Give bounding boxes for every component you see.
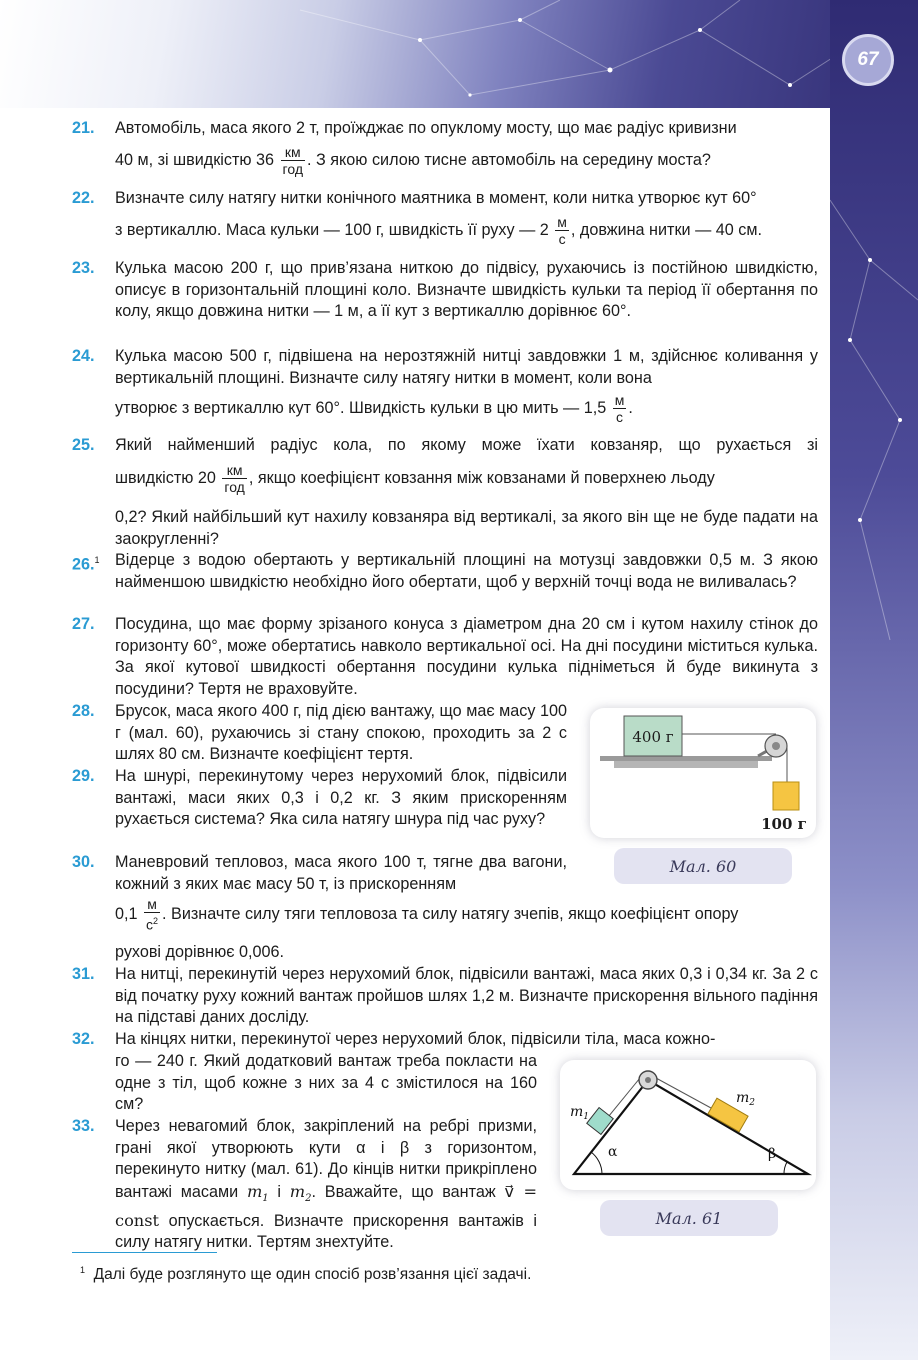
problem-text (115, 458, 818, 498)
block-label: 400 г (632, 728, 674, 746)
fraction-denominator: с (558, 231, 566, 248)
problem-number: 30. (72, 853, 95, 871)
problem-number (72, 550, 100, 576)
problem-number: 25. (72, 436, 95, 454)
problem-text (115, 388, 818, 428)
problem-number: 24. (72, 347, 95, 365)
header-banner (0, 0, 918, 108)
table-base (614, 761, 758, 768)
beta-label: β (768, 1146, 777, 1162)
m2-label (736, 1090, 755, 1108)
constellation-decoration (830, 0, 918, 1360)
velocity-formula: v⃗ = const (115, 1181, 538, 1230)
problem-text: На нитці, перекинутій через нерухомий блок, підвісили вантажі, маса яких 0,3 і 0,34 кг. За 2 с від початку руху кожний вантаж пройшов шлях 1,2 м. Визначте прискорення вільного падіння на підставі даних досліду. (115, 965, 818, 1027)
symbol: m (736, 1090, 750, 1106)
problem-number: 22. (72, 189, 95, 207)
problem-text: го — 240 г. Який додатковий вантаж треба покласти на одне з тіл, щоб кожне з них за 4 с змістилося на 160 см? (115, 1052, 537, 1114)
problem-text: рухові дорівнює 0,006. (115, 943, 285, 961)
fraction (144, 896, 160, 933)
fraction-numerator: км (222, 462, 246, 479)
problem-number: 33. (72, 1117, 95, 1135)
text-part: з вертикаллю. Маса кульки — 100 г, швидкість її руху — 2 (115, 221, 554, 239)
unit-text: с (146, 917, 154, 934)
problem-text: На шнурі, перекинутому через нерухомий блок, підвісили вантажі, маси яких 0,3 і 0,2 кг. З яким прискоренням рухається система? Яка сила натягу шнура під час руху? (115, 767, 567, 829)
text-part: і (268, 1182, 290, 1201)
prism-diagram (560, 1060, 816, 1190)
text-part: швидкістю 20 (115, 469, 221, 487)
footnote-mark: 1 (80, 1265, 86, 1275)
pulley-axle (772, 742, 780, 750)
pulley-axle (645, 1077, 651, 1083)
figure-61 (560, 1060, 816, 1190)
problem-text: Визначте силу натягу нитки конічного маятника в момент, коли нитка утворює кут 60° (115, 189, 757, 207)
subscript: 2 (305, 1193, 312, 1205)
problem-text: Брусок, маса якого 400 г, під дією вантажу, що має масу 100 г (мал. 60), рухаючись зі стану спокою, проходить за 2 с шлях 80 см. Визначте коефіцієнт тертя. (115, 702, 567, 764)
fraction-numerator: м (614, 392, 625, 409)
fraction-numerator: м (557, 214, 567, 231)
fraction (613, 392, 627, 425)
problem-number: 29. (72, 767, 95, 785)
problem-text: На кінцях нитки, перекинутої через нерухомий блок, підвісили тіла, маса кожно- (115, 1030, 716, 1048)
problem-number: 21. (72, 119, 95, 137)
problem-text: Кулька масою 200 г, що прив’язана ниткою до підвісу, рухаючись із постійною швидкістю, описує в горизонтальній площині коло. Визначте швидкість кульки та період її обертання по колу, якщо довжина нитки — 1 м, а її кут з вертикаллю дорівнює 60°. (115, 259, 818, 321)
fraction (555, 214, 569, 247)
alpha-label: α (608, 1144, 618, 1160)
problem-text (115, 1116, 537, 1254)
footnote-text: Далі буде розглянуто ще один спосіб розв’язання цієї задачі. (93, 1266, 532, 1284)
right-decorative-band (830, 0, 918, 1360)
text-part: опускається. Визначте прискорення вантажів і силу натягу нитки. Тертям знехтуйте. (115, 1211, 537, 1252)
fraction-denominator: год (282, 161, 303, 178)
problem-text: Посудина, що має форму зрізаного конуса з діаметром дна 20 см і кутом нахилу стінок до горизонту 60°, може обертатись навколо вертикальної осі. На дні посудини міститься кулька. За якої кутової швидкості обертання посудини кулька підніметься й буде викинута з посудини? Тертя не враховуйте. (115, 615, 818, 698)
number-text: 26. (72, 555, 95, 574)
problem-text: Автомобіль, маса якого 2 т, проїжджає по опуклому мосту, що має радіус кривизни (115, 119, 737, 137)
problem-text: Кулька масою 500 г, підвішена на нерозтяжній нитці завдовжки 1 м, здійснює коливання у вертикальній площині. Визначте силу натягу нитки в момент, коли вона (115, 347, 818, 387)
problem-number: 32. (72, 1030, 95, 1048)
mass-symbol (246, 1181, 269, 1205)
figure-60-caption: Мал. 60 (614, 848, 792, 884)
text-part: , якщо коефіцієнт ковзання між ковзанами й поверхнею льоду (248, 469, 715, 487)
weight-label: 100 г (761, 815, 807, 833)
symbol: m (570, 1104, 584, 1120)
figure-60 (590, 708, 816, 838)
symbol: m (289, 1181, 306, 1201)
fraction (281, 144, 305, 177)
text-part: , довжина нитки — 40 см. (570, 221, 762, 239)
footnote-divider (72, 1252, 217, 1253)
problem-text (115, 210, 818, 250)
symbol: m (246, 1181, 263, 1201)
constellation-decoration (0, 0, 918, 108)
page-number: 67 (842, 34, 894, 86)
footnote (80, 1260, 780, 1286)
text-part: утворює з вертикаллю кут 60°. Швидкість кульки в цю мить — 1,5 (115, 399, 611, 417)
pulley-table-diagram (590, 708, 816, 838)
subscript: 2 (749, 1098, 756, 1108)
problem-number: 27. (72, 615, 95, 633)
problem-text: Маневровий тепловоз, маса якого 100 т, тягне два вагони, кожний з яких має масу 50 т, із прискоренням (115, 853, 567, 893)
subscript: 1 (262, 1193, 269, 1205)
problem-text (115, 140, 818, 180)
fraction-denominator: год (224, 479, 245, 496)
text-part: 40 м, зі швидкістю 36 (115, 151, 279, 169)
text-part: . Вважайте, що вантаж (311, 1182, 505, 1201)
m1-label (570, 1104, 589, 1122)
fraction-numerator: м (144, 896, 160, 913)
problem-text: Відерце з водою обертають у вертикальній площині на мотузці завдовжки 0,5 м. З якою найменшою швидкістю необхідно його обертати, щоб у верхній точці вода не виливалась? (115, 551, 818, 591)
problem-text (115, 894, 818, 934)
problem-number: 31. (72, 965, 95, 983)
beta-arc (784, 1162, 787, 1174)
fraction-denominator (144, 913, 160, 933)
problem-number: 23. (72, 259, 95, 277)
table-top (600, 756, 772, 761)
alpha-arc (591, 1152, 602, 1174)
text-part: 0,1 (115, 905, 143, 923)
mass-symbol (289, 1181, 312, 1205)
fraction (222, 462, 246, 495)
subscript: 1 (583, 1112, 590, 1122)
figure-61-caption: Мал. 61 (600, 1200, 778, 1236)
text-part: Через невагомий блок, закріплений на ребрі призми, грані якої утворюють кути α і β з горизонтом, перекинуто нитку (мал. 61). До кінців нитки прикріплено вантажі масами (115, 1117, 537, 1201)
problem-text: 0,2? Який найбільший кут нахилу ковзаняра від вертикалі, за якого він ще не буде падати на заокругленні? (115, 508, 818, 548)
footnote-mark: 1 (94, 555, 100, 565)
weight-100g (773, 782, 799, 810)
exponent: 2 (153, 916, 159, 927)
text-part: . З якою силою тисне автомобіль на середину моста? (307, 151, 711, 169)
fraction-numerator: км (281, 144, 305, 161)
text-part: . Визначте силу тяги тепловоза та силу натягу зчепів, якщо коефіцієнт опору (162, 905, 739, 923)
text-part: . (628, 399, 633, 417)
fraction-denominator: с (616, 409, 624, 426)
problem-number: 28. (72, 702, 95, 720)
problem-text: Який найменший радіус кола, по якому може їхати ковзаняр, що рухається зі (115, 436, 818, 454)
